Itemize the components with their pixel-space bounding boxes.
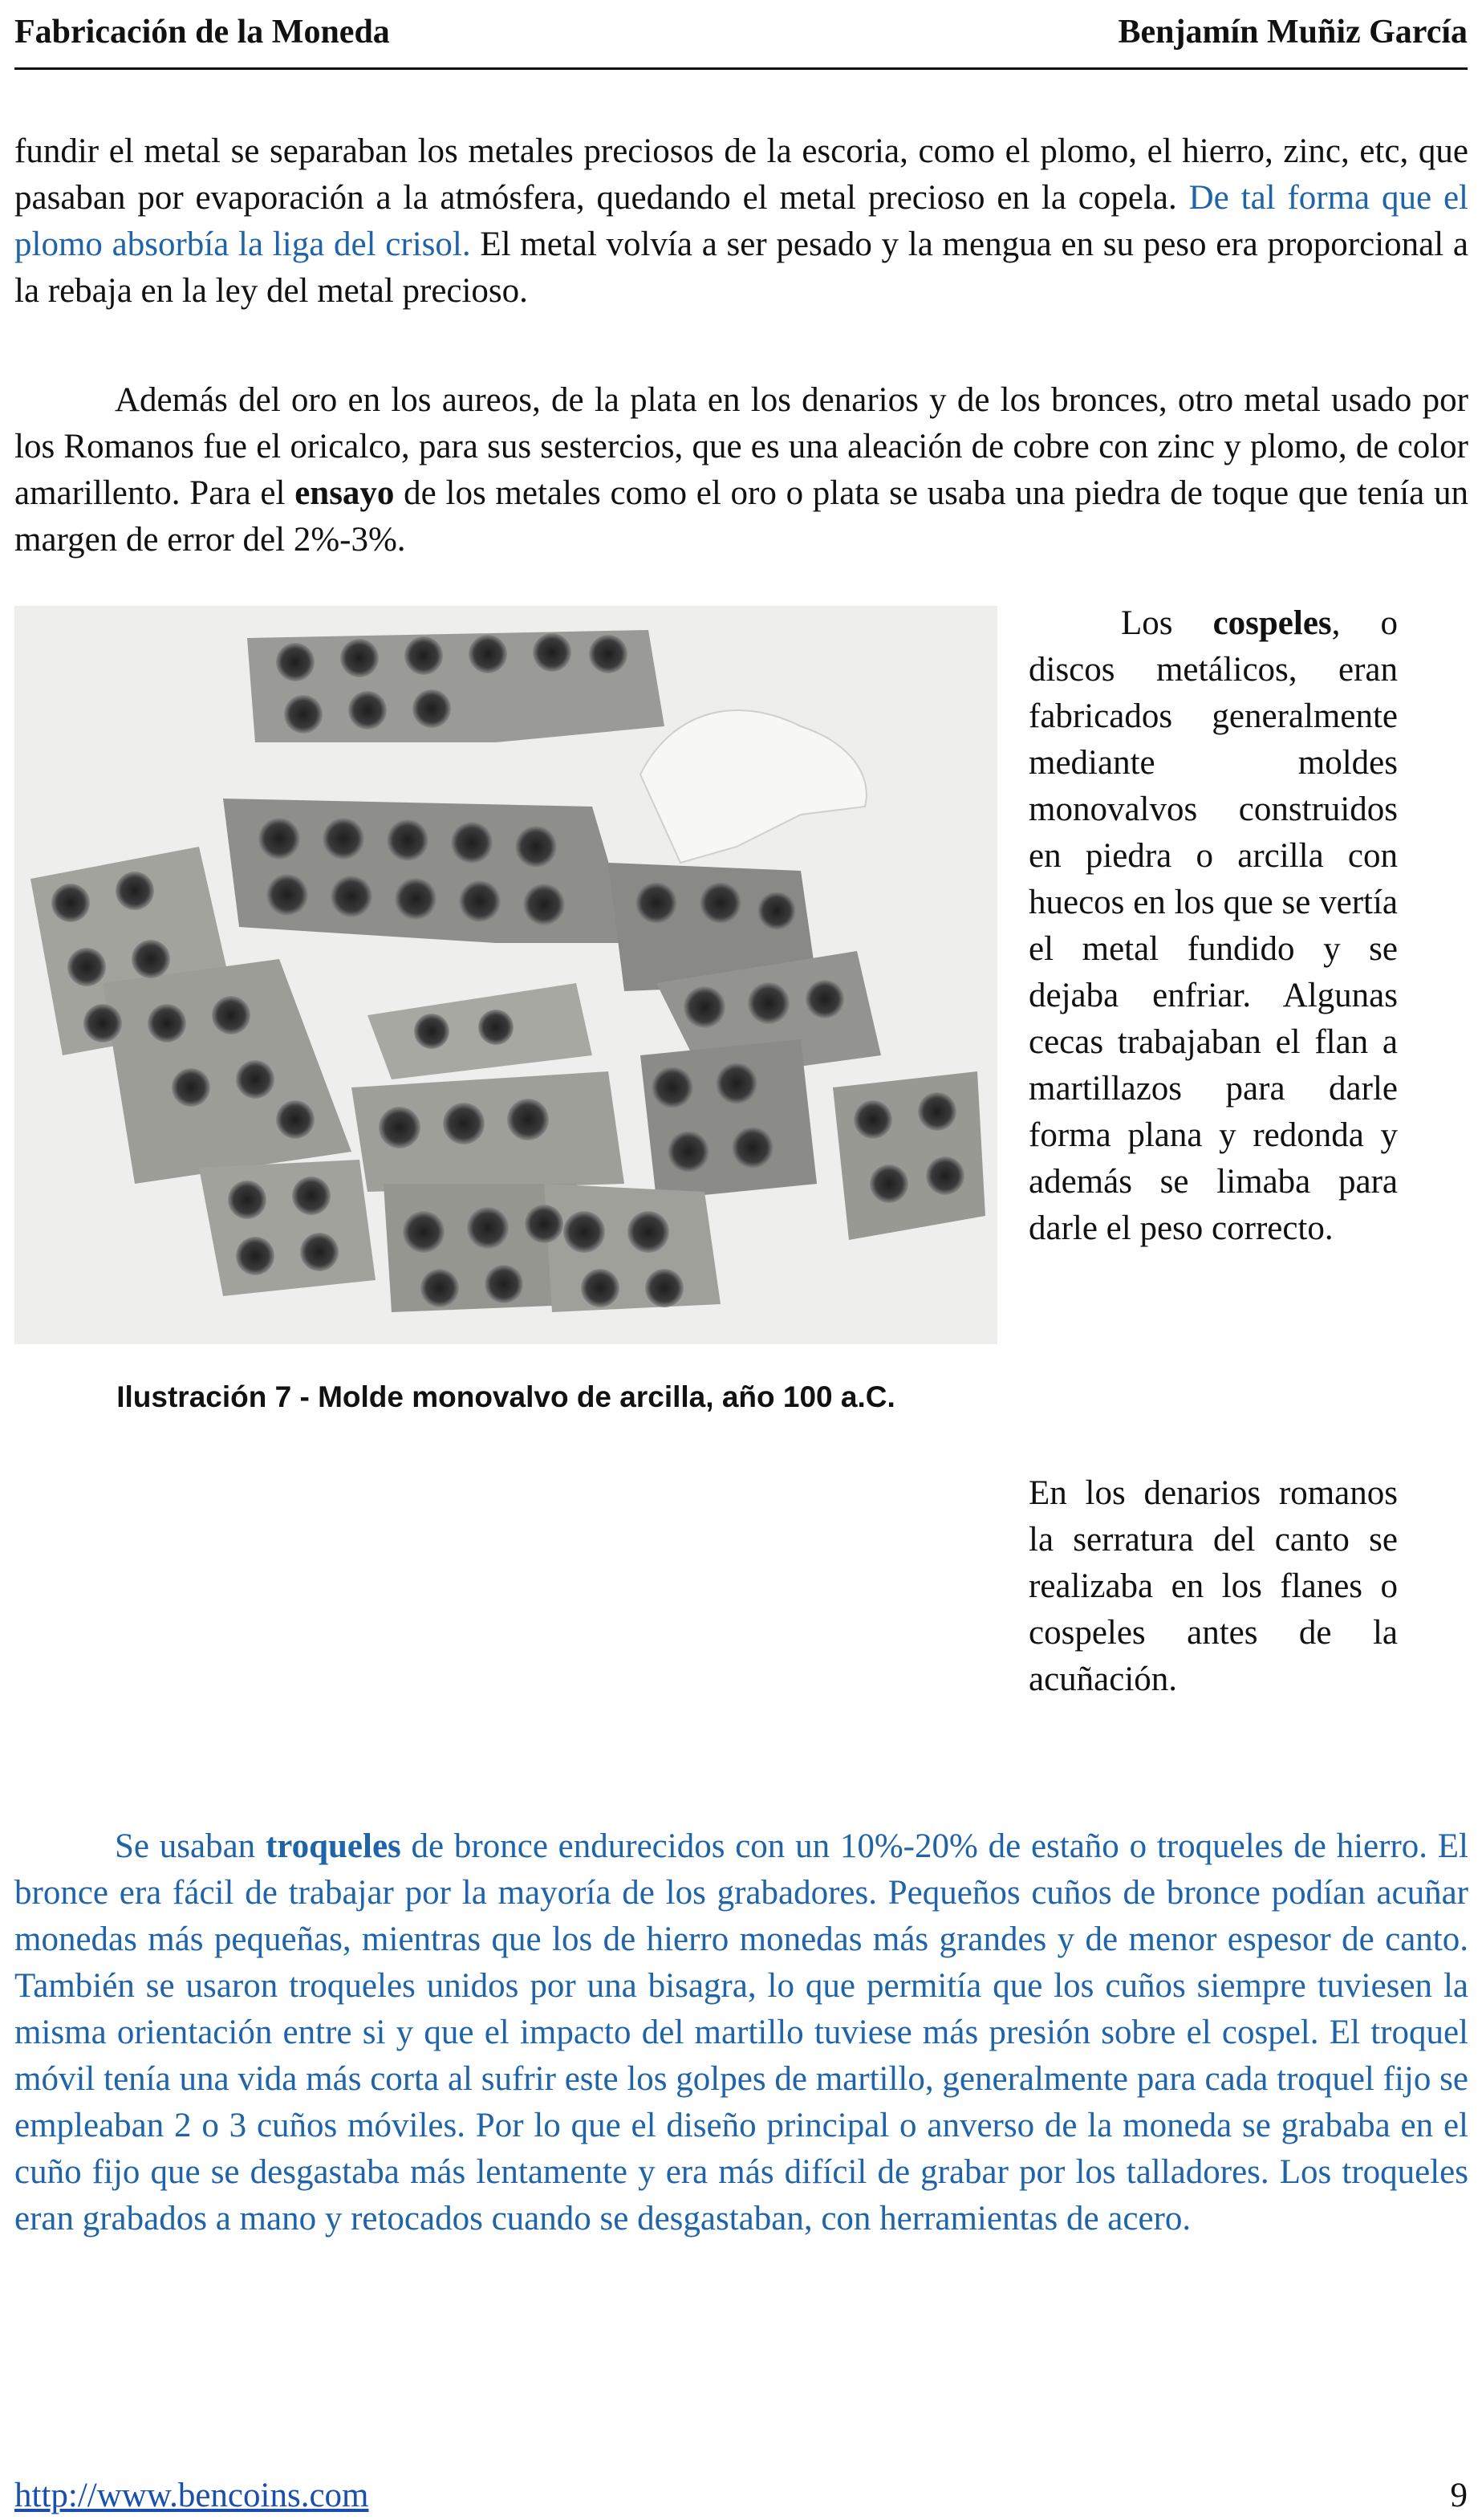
paragraph-troqueles-bold: troqueles (265, 1827, 401, 1865)
header-author: Benjamín Muñiz García (1118, 14, 1468, 51)
page-header (14, 8, 1468, 70)
paragraph-troqueles-text-end: de bronce endurecidos con un 10%-20% de estaño o troqueles de hierro. El bronce era fácil de trabajar por la mayoría de los grabadores. Pequeños cuños de bronce podían acuñar monedas más pequeñas, mientras que los de hierro monedas más grandes y de menor espesor de canto. También se usaron troqueles unidos por una bisagra, lo que permitía que los cuños siempre tuviesen la misma orientación entre si y que el impacto del martillo tuviese más presión sobre el cospel. El troquel móvil tenía una vida más corta al sufrir este los golpes de martillo, generalmente para cada troquel fijo se empleaban 2 o 3 cuños móviles. Por lo que el diseño principal o anverso de la moneda se grababa en el cuño fijo que se desgastaba más lentamente y era más difícil de grabar por los talladores. Los troqueles eran grabados a mano y retocados cuando se desgastaban, con herramientas de acero. (14, 1827, 1469, 2238)
side-paragraph-cospeles (1029, 600, 1398, 1252)
side-paragraph-bold: cospeles (1212, 604, 1332, 642)
paragraph-troqueles-text: Se usaban (115, 1827, 266, 1865)
paragraph-1-highlight: De tal forma que el plomo absorbía la liga del crisol. (14, 179, 1469, 263)
paragraph-1 (14, 128, 1468, 315)
page-number: 9 (1450, 2477, 1468, 2514)
side-paragraph-text-end: , o discos metálicos, eran fabricados generalmente mediante moldes monovalvos construidos en piedra o arcilla con huecos en los que se vertía el metal fundido y se dejaba enfriar. Algunas cecas trabajaban el flan a martillazos para darle forma plana y redonda y además se limaba para darle el peso correcto. (1029, 604, 1398, 1247)
footer-website-link[interactable]: http://www.bencoins.com (14, 2477, 369, 2514)
paragraph-troqueles (14, 1823, 1468, 2242)
paragraph-2-text: Además del oro en los aureos, de la plata en los denarios y de los bronces, otro metal usado por los Romanos fue el oricalco, para sus sestercios, que es una aleación de cobre con zinc y plomo, de color amarillento. Para el (14, 381, 1468, 512)
paragraph-2-text-end: de los metales como el oro o plata se usaba una piedra de toque que tenía un margen de error del 2%-3%. (14, 474, 1468, 559)
figure-caption: Ilustración 7 - Molde monovalvo de arcilla, año 100 a.C. (116, 1380, 895, 1413)
paragraph-1-text: fundir el metal se separaban los metales preciosos de la escoria, como el plomo, el hierro, zinc, etc, que pasaban por evaporación a la atmósfera, quedando el metal precioso en la copela. (14, 132, 1468, 217)
side-paragraph-text: Los (1121, 604, 1213, 642)
header-title: Fabricación de la Moneda (14, 14, 390, 51)
clay-mold-photo (14, 606, 997, 1344)
paragraph-2 (14, 377, 1468, 563)
paragraph-2-bold: ensayo (294, 474, 395, 512)
paragraph-1-text-end: El metal volvía a ser pesado y la mengua en su peso era proporcional a la rebaja en la ley del metal precioso. (14, 226, 1469, 310)
side-paragraph-denarios: En los denarios romanos la serratura del canto se realizaba en los flanes o cospeles antes de la acuñación. (1029, 1474, 1398, 1698)
clay-mold-illustration (14, 606, 997, 1344)
